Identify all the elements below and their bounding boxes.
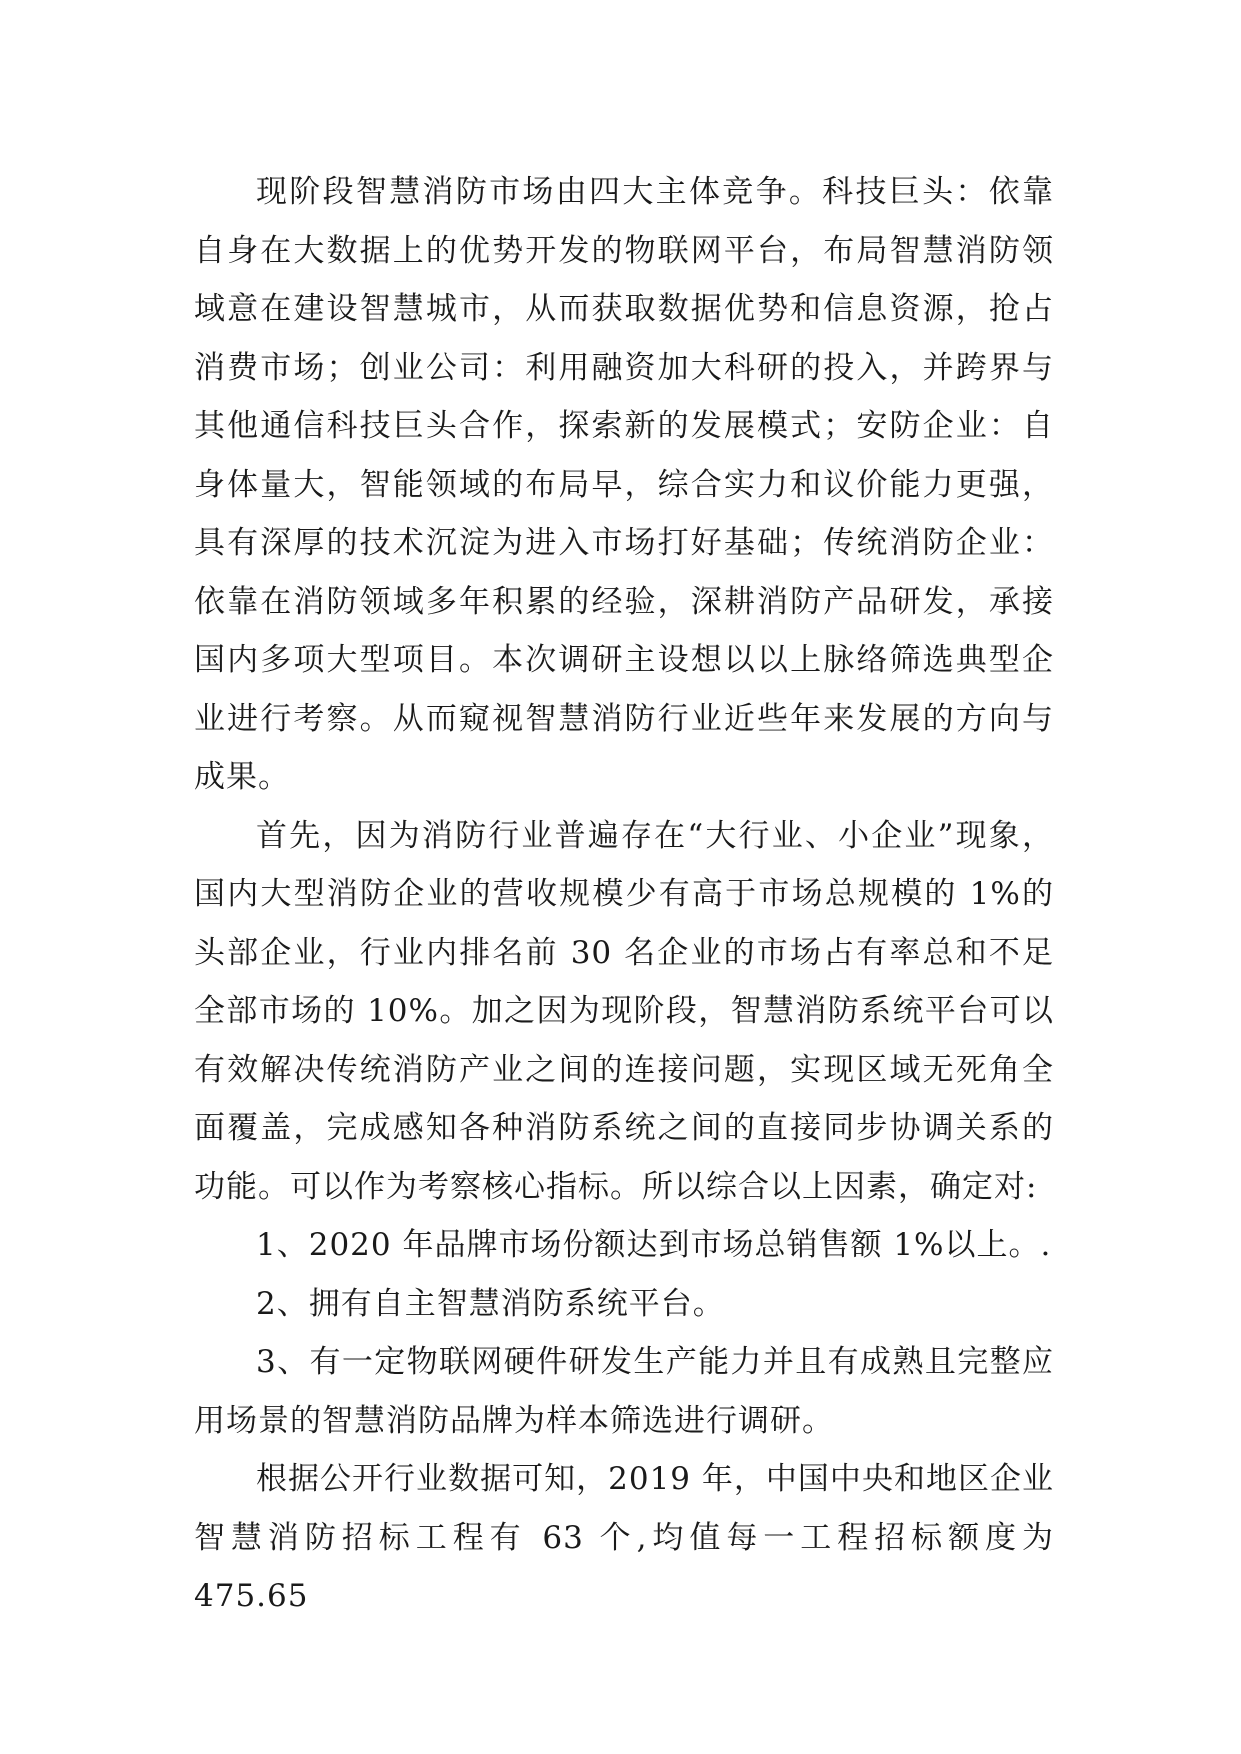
paragraph-selection-rationale: 首先，因为消防行业普遍存在“大行业、小企业”现象，国内大型消防企业的营收规模少有高于市场总规模的 1%的头部企业，行业内排名前 30 名企业的市场占有率总和不足全部市场的 10%。加之因为现阶段，智慧消防系统平台可以有效解决传统消防产业之间的连接问题，实现区域无死角全面覆盖，完成感知各种消防系统之间的直接同步协调关系的功能。可以作为考察核心指标。所以综合以上因素，确定对: [194,817,1054,1205]
criterion-item-3: 3、有一定物联网硬件研发生产能力并且有成熟且完整应用场景的智慧消防品牌为样本筛选进行调研。 [194,1344,1054,1439]
paragraph-market-players: 现阶段智慧消防市场由四大主体竞争。科技巨头：依靠自身在大数据上的优势开发的物联网平台，布局智慧消防领域意在建设智慧城市，从而获取数据优势和信息资源，抢占消费市场；创业公司：利用融资加大科研的投入，并跨界与其他通信科技巨头合作，探索新的发展模式；安防企业：自身体量大，智能领域的布局早，综合实力和议价能力更强，具有深厚的技术沉淀为进入市场打好基础；传统消防企业：依靠在消防领域多年积累的经验，深耕消防产品研发，承接国内多项大型项目。本次调研主设想以以上脉络筛选典型企业进行考察。从而窥视智慧消防行业近些年来发展的方向与成果。 [194,174,1054,795]
criterion-item-2: 2、拥有自主智慧消防系统平台。 [256,1285,725,1322]
criterion-item-1: 1、2020 年品牌市场份额达到市场总销售额 1%以上。. [256,1227,1052,1263]
paragraph-industry-data: 根据公开行业数据可知，2019 年，中国中央和地区企业智慧消防招标工程有 63 个,均值每一工程招标额度为 475.65 [194,1461,1054,1614]
document-body [194,163,1054,1626]
